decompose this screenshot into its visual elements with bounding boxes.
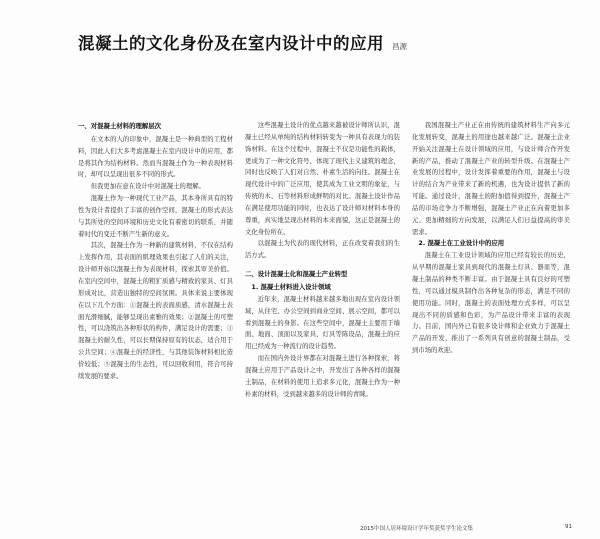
body-paragraph: 其次，混凝土作为一种新的建筑材料，不仅在结构上发挥作用，其表面的肌理效果也引起了人们的关注，设计师开始以混凝土作为表现材料，探索其审美价值。在室内空间中，混凝土的粗犷质感与精致的家具、灯具形成对比，营造出独特的空间氛围。具体来说主要体现在以下几个方面：①混凝土的表面质感，清水混凝土表面光滑细腻，能够呈现出素雅的效果；②混凝土的可塑性，可以浇筑出各种形状的构件，满足设计的需要；③混凝土的耐久性，可以长期保持原有的状态，适合用于公共空间；④混凝土的经济性，与其他装饰材料相比造价较低；⑤混凝土的生态性，可以回收利用，符合可持续发展的要求。 [78, 242, 233, 380]
page-number: 91 [565, 524, 572, 530]
section-heading-1: 一、对混凝土材料的理解层次 [78, 122, 162, 130]
article-author: 昌源 [392, 42, 407, 51]
body-paragraph: 混凝土在工业设计领域的应用已经有较长的历史，从早期的混凝土家具到现代的混凝土灯具、器皿等，混凝土制品的种类不断丰富。由于混凝土具有良好的可塑性，可以通过模具制作出各种复杂的形态，满足不同的使用功能。同时，混凝土的表面处理方式多样，可以呈现出不同的质感和色彩，为产品设计带来丰富的表现力。目前，国内外已有很多设计师和企业致力于混凝土产品的开发，推出了一系列具有创意的混凝土制品，受到市场的欢迎。 [412, 252, 570, 355]
body-paragraph: 混凝土作为一种现代工业产品，其本身所具有的特性为设计者提供了丰富的创作空间，混凝土的形式表达与其所处的空间环境和历史文化有着密切的联系，并随着时代的变迁不断产生新的意义。 [78, 195, 233, 238]
body-paragraph: 我国混凝土产业正在由传统的建筑材料生产向多元化发展转变，混凝土的用途也越来越广泛。混凝土企业开始关注混凝土在设计领域的应用，与设计师合作开发新的产品，推动了混凝土产业的转型升级。在混凝土产业发展的过程中，设计发挥着重要的作用，混凝土与设计的结合为产业带来了新的机遇，也为设计提供了新的可能。通过设计，混凝土的附加值得到提升，混凝土产品的市场竞争力不断增强，混凝土产业正在向着更加多元、更加精细的方向发展，以满足人们日益提高的审美需求。 [412, 122, 570, 236]
title-block [78, 30, 538, 58]
page-footer [360, 524, 572, 532]
body-paragraph: 近年来，混凝土材料越来越多地出现在室内设计领域，从住宅、办公空间到商业空间、展示空间，都可以看到混凝土的身影。在这些空间中，混凝土主要用于墙面、地面、顶面以及家具、灯具等陈设品，混凝土的应用已经成为一种流行的设计趋势。 [245, 295, 400, 351]
body-paragraph: 以混凝土为代表的现代材料，正在改变着我们的生活方式。 [245, 240, 400, 260]
section-heading-2: 二、设计混凝土化和混凝土产业转型 [245, 270, 348, 279]
text-column-2 [245, 120, 400, 520]
body-paragraph: 这些混凝土设计的优点越来越被设计师所认识，混凝土已经从单纯的结构材料转变为一种具有表现力的装饰材料。在这个过程中，混凝土不仅是功能性的载体，更成为了一种文化符号，体现了现代主义建筑的理念，同时也反映了人们对自然、朴素生活的向往。混凝土在现代设计中的广泛应用，使其成为工业文明的象征，与传统的木、石等材料形成鲜明的对比。混凝土设计作品在满足使用功能的同时，也表达了设计师对材料本身的尊重，真实地呈现出材料的本来面貌，这正是混凝土的文化身份所在。 [245, 122, 400, 236]
journal-name: 2015中国人居环境设计学年奖获奖学生论文集 [360, 526, 473, 532]
body-paragraph: 在文本的人的印象中，混凝土是一种典型的工程材料，因此人们大多考虑混凝土在室内设计中的应用，都是将其作为结构材料。然而当混凝土作为一种表现材料时，却可以呈现出很多不同的形式。 [78, 135, 233, 179]
text-column-3 [412, 120, 570, 520]
article-title: 混凝土的文化身份及在室内设计中的应用 [78, 34, 384, 53]
body-paragraph: 而在国内外设计界都在对混凝土进行各种探索，将混凝土应用于产品设计之中，开发出了各种各样的混凝土制品，在材料的使用上追求多元化，混凝土作为一种朴素的材料，受到越来越多的设计师的青睐。 [245, 355, 400, 398]
subsection-heading-2: 2. 混凝土在工业设计中的应用 [418, 239, 505, 248]
body-paragraph: 但我更加在意在设计中对混凝土的理解。 [90, 183, 205, 191]
text-column-1 [78, 120, 233, 520]
subsection-heading-1: 1. 混凝土材料进入设计领域 [251, 282, 331, 291]
